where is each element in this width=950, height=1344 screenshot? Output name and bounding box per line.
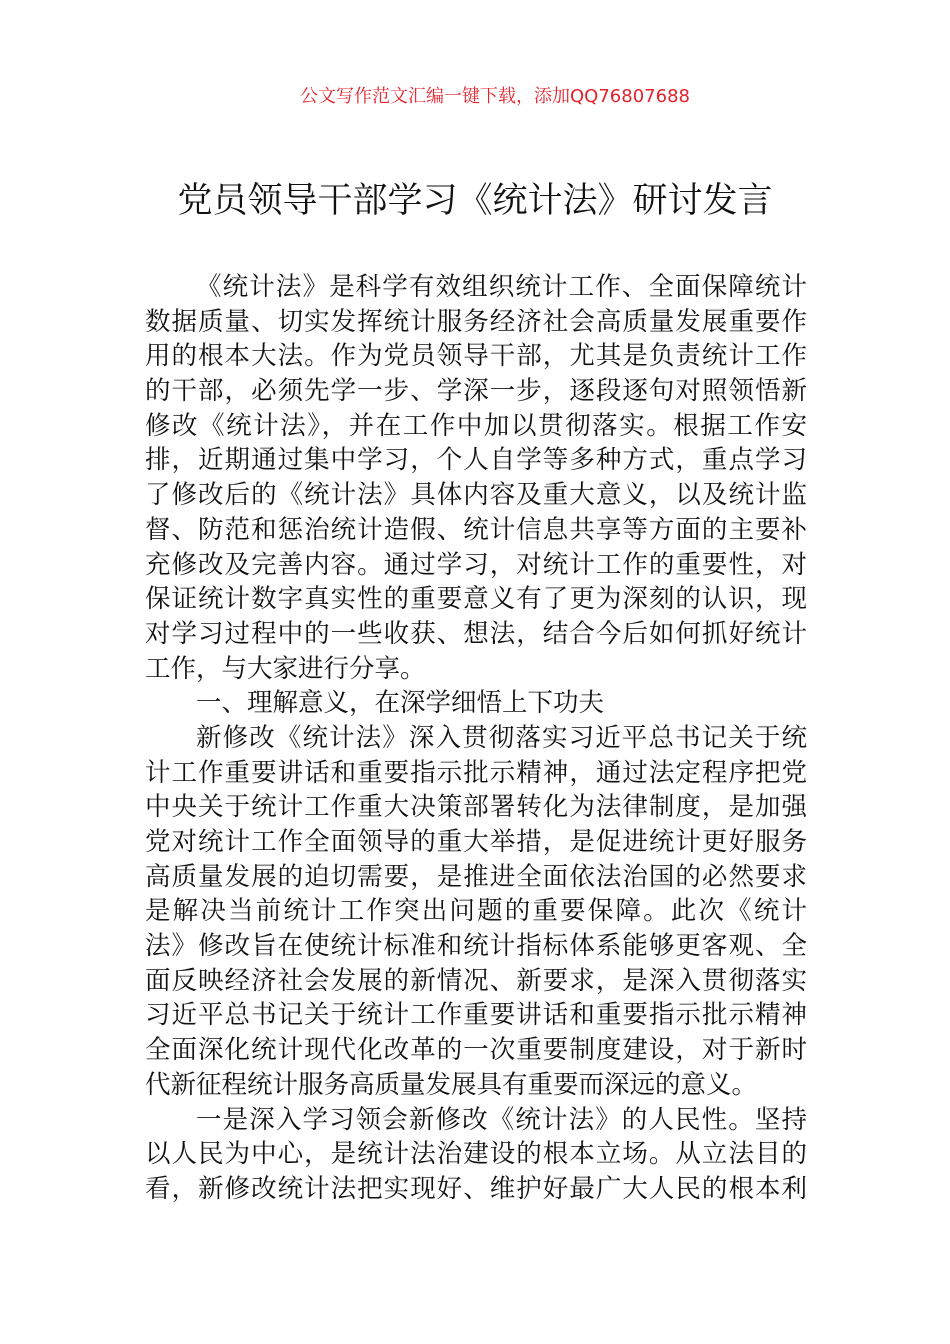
text-line: 对学习过程中的一些收获、想法，结合今后如何抓好统计 xyxy=(145,618,807,649)
text-line: 法》修改旨在使统计标准和统计指标体系能够更客观、全 xyxy=(145,931,807,962)
text-line: 是解决当前统计工作突出问题的重要保障。此次《统计 xyxy=(145,896,807,927)
text-line: 面反映经济社会发展的新情况、新要求，是深入贯彻落实 xyxy=(145,965,807,996)
text-line: 一是深入学习领会新修改《统计法》的人民性。坚持 xyxy=(196,1104,807,1135)
document-title: 党员领导干部学习《统计法》研讨发言 xyxy=(177,181,773,221)
text-line: 看，新修改统计法把实现好、维护好最广大人民的根本利 xyxy=(145,1173,807,1204)
text-line: 督、防范和惩治统计造假、统计信息共享等方面的主要补 xyxy=(145,514,807,545)
text-line: 修改《统计法》，并在工作中加以贯彻落实。根据工作安 xyxy=(145,410,807,441)
text-line: 中央关于统计工作重大决策部署转化为法律制度，是加强 xyxy=(145,792,807,823)
text-line: 《统计法》是科学有效组织统计工作、全面保障统计 xyxy=(196,272,807,302)
text-line: 工作，与大家进行分享。 xyxy=(145,653,426,684)
text-line: 党对统计工作全面领导的重大举措，是促进统计更好服务 xyxy=(145,827,807,857)
text-line: 充修改及完善内容。通过学习，对统计工作的重要性，对 xyxy=(145,549,807,580)
text-line: 数据质量、切实发挥统计服务经济社会高质量发展重要作 xyxy=(145,306,807,337)
text-line: 全面深化统计现代化改革的一次重要制度建设，对于新时 xyxy=(145,1035,807,1066)
text-line: 保证统计数字真实性的重要意义有了更为深刻的认识，现 xyxy=(145,584,807,615)
text-line: 用的根本大法。作为党员领导干部，尤其是负责统计工作 xyxy=(145,341,807,372)
text-line: 新修改《统计法》深入贯彻落实习近平总书记关于统 xyxy=(196,722,807,753)
text-line: 计工作重要讲话和重要指示批示精神，通过法定程序把党 xyxy=(145,757,807,788)
text-line: 一、理解意义，在深学细悟上下功夫 xyxy=(196,688,605,719)
text-line: 高质量发展的迫切需要，是推进全面依法治国的必然要求 xyxy=(145,861,807,892)
text-line: 的干部，必须先学一步、学深一步，逐段逐句对照领悟新 xyxy=(145,376,807,407)
text-line: 以人民为中心，是统计法治建设的根本立场。从立法目的 xyxy=(145,1139,807,1170)
document-body xyxy=(145,270,807,1207)
text-line: 习近平总书记关于统计工作重要讲话和重要指示批示精神 xyxy=(145,1000,807,1031)
text-line: 排，近期通过集中学习，个人自学等多种方式，重点学习 xyxy=(145,445,807,476)
text-line: 了修改后的《统计法》具体内容及重大意义，以及统计监 xyxy=(145,480,807,511)
download-banner: 公文写作范文汇编一键下载，添加QQ76807688 xyxy=(300,86,690,107)
text-line: 代新征程统计服务高质量发展具有重要而深远的意义。 xyxy=(145,1069,758,1100)
